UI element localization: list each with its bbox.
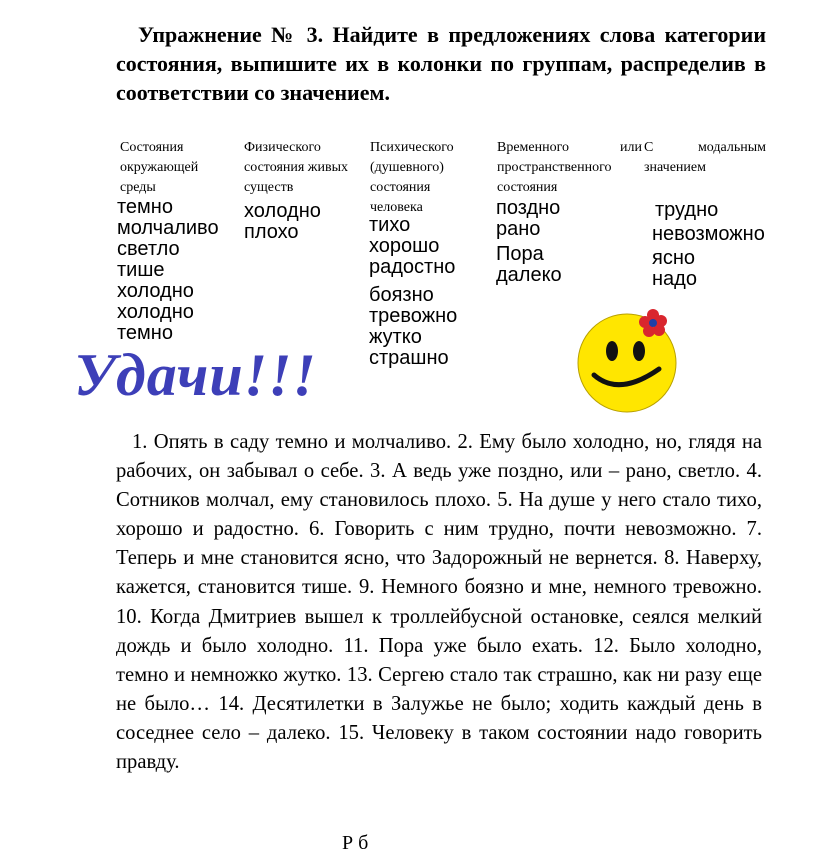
word-item: тихо (369, 214, 411, 236)
word-item: светло (117, 238, 180, 260)
column-header-psychic: Психического (душевного) состояния человека (370, 140, 454, 215)
word-item: холодно (244, 200, 321, 222)
column-words-psychic (369, 215, 457, 369)
word-item: плохо (244, 221, 299, 243)
good-luck-text: Удачи!!! (74, 342, 317, 408)
word-item: ясно (652, 247, 695, 269)
word-item: поздно (496, 197, 561, 219)
word-item: молчаливо (117, 217, 219, 239)
column-words-physical (244, 201, 321, 243)
word-item: далеко (496, 264, 562, 286)
word-item: темно (117, 196, 173, 218)
word-item: рано (496, 218, 541, 240)
column-words-modal (652, 200, 765, 290)
sentences-text: 1. Опять в саду темно и молчаливо. 2. Ему было холодно, но, глядя на рабочих, он забывал о себе. 3. А ведь уже поздно, или – рано, светло. 4. Сотников молчал, ему становилось плохо. 5. На душе у него стало тихо, хорошо и радостно. 6. Говорить с ним трудно, почти невозможно. 7. Теперь и мне становится ясно, что Задорожный не вернется. 8. Наверху, кажется, становится тише. 9. Немного боязно и мне, немного тревожно. 10. Когда Дмитриев вышел к троллейбусной остановке, сеялся мелкий дождь и было холодно. 11. Пора уже было ехать. 12. Было холодно, темно и немножко жутко. 13. Сергею стало так страшно, как ни разу еще не было… 14. Десятилетки в Залужье не было; ходить каждый день в соседнее село – далеко. 15. Человеку в таком состоянии надо говорить правду. (116, 431, 762, 774)
word-item: трудно (655, 199, 719, 221)
column-words-temporal (496, 198, 562, 286)
word-item: темно (117, 322, 173, 344)
cutoff-text: Р б (342, 832, 369, 854)
word-item: холодно (117, 280, 194, 302)
word-item: боязно (369, 284, 434, 306)
word-item: тише (117, 259, 165, 281)
column-header-temporal: Временного или пространственного состояния (497, 140, 642, 195)
column-words-environment (117, 197, 219, 344)
word-item: холодно (117, 301, 194, 323)
column-header-environment: Состояния окружающей среды (120, 140, 199, 195)
exercise-title: Упражнение № 3. Найдите в предложениях слова категории состояния, выпишите их в колонки по группам, распределив в соответствии со значением. (116, 22, 766, 105)
word-item: страшно (369, 347, 449, 369)
word-item: хорошо (369, 235, 440, 257)
column-header-modal: С модальным значением (644, 140, 766, 175)
word-item: тревожно (369, 305, 458, 327)
word-item: надо (652, 268, 697, 290)
word-item: невозможно (652, 223, 765, 245)
column-header-physical: Физического состояния живых существ (244, 140, 348, 195)
word-item: радостно (369, 256, 456, 278)
word-item: жутко (369, 326, 422, 348)
smiley-icon (575, 305, 685, 415)
word-item: Пора (496, 243, 544, 265)
